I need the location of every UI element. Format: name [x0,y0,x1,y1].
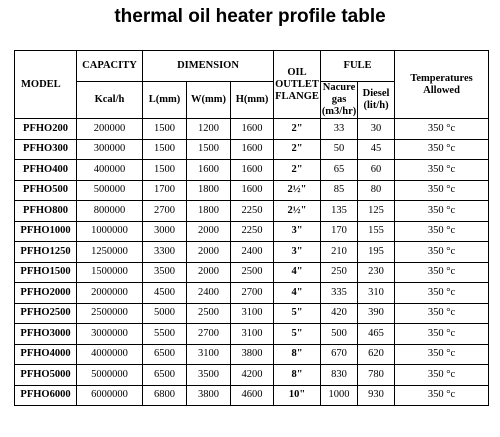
header-flange-line3: FLANGE [275,90,319,102]
cell-flange: 4" [274,283,321,304]
cell-width: 1500 [187,139,231,160]
header-gas-line2: gas [331,94,347,105]
cell-temperature: 350 °c [395,139,489,160]
cell-height: 4200 [231,365,274,386]
cell-temperature: 350 °c [395,365,489,386]
cell-height: 2250 [231,221,274,242]
header-fuel: FULE [321,51,395,82]
cell-model: PFHO200 [15,119,77,140]
cell-flange: 2" [274,160,321,181]
cell-gas: 1000 [321,385,358,406]
cell-length: 2700 [143,201,187,222]
cell-capacity: 500000 [77,180,143,201]
header-capacity-unit: Kcal/h [77,82,143,119]
cell-model: PFHO800 [15,201,77,222]
header-temperature-line2: Allowed [423,84,460,96]
cell-gas: 33 [321,119,358,140]
cell-diesel: 620 [358,344,395,365]
header-diesel-line1: Diesel [362,88,390,99]
cell-gas: 65 [321,160,358,181]
cell-model: PFHO4000 [15,344,77,365]
cell-diesel: 30 [358,119,395,140]
cell-capacity: 1000000 [77,221,143,242]
cell-capacity: 200000 [77,119,143,140]
cell-flange: 2" [274,119,321,140]
cell-height: 2250 [231,201,274,222]
cell-flange: 10" [274,385,321,406]
cell-flange: 5" [274,303,321,324]
table-row [15,385,489,406]
cell-model: PFHO2000 [15,283,77,304]
cell-model: PFHO500 [15,180,77,201]
cell-gas: 170 [321,221,358,242]
cell-gas: 250 [321,262,358,283]
cell-length: 1500 [143,160,187,181]
header-gas-line1: Nacure [322,82,356,93]
cell-temperature: 350 °c [395,303,489,324]
cell-gas: 335 [321,283,358,304]
table-row [15,344,489,365]
cell-length: 3000 [143,221,187,242]
table-row [15,201,489,222]
cell-capacity: 3000000 [77,324,143,345]
cell-width: 2400 [187,283,231,304]
cell-length: 6500 [143,365,187,386]
header-temperature-line1: Temperatures [410,72,473,84]
cell-diesel: 155 [358,221,395,242]
cell-capacity: 6000000 [77,385,143,406]
cell-height: 4600 [231,385,274,406]
cell-model: PFHO3000 [15,324,77,345]
cell-temperature: 350 °c [395,344,489,365]
cell-model: PFHO2500 [15,303,77,324]
table-row [15,242,489,263]
cell-gas: 50 [321,139,358,160]
profile-table [14,50,489,406]
header-model: MODEL [15,51,77,119]
cell-diesel: 195 [358,242,395,263]
cell-height: 1600 [231,139,274,160]
cell-height: 3100 [231,324,274,345]
header-height: H(mm) [231,82,274,119]
cell-width: 3500 [187,365,231,386]
cell-height: 2700 [231,283,274,304]
cell-gas: 830 [321,365,358,386]
cell-length: 1700 [143,180,187,201]
cell-width: 3800 [187,385,231,406]
table-row [15,283,489,304]
cell-temperature: 350 °c [395,385,489,406]
header-flange-line1: OIL [287,66,307,78]
cell-capacity: 1500000 [77,262,143,283]
cell-height: 1600 [231,119,274,140]
table-row [15,180,489,201]
cell-length: 3300 [143,242,187,263]
cell-gas: 420 [321,303,358,324]
cell-height: 2400 [231,242,274,263]
cell-model: PFHO1000 [15,221,77,242]
cell-temperature: 350 °c [395,221,489,242]
cell-diesel: 230 [358,262,395,283]
cell-model: PFHO1250 [15,242,77,263]
table-row [15,221,489,242]
cell-width: 1800 [187,180,231,201]
header-gas-line3: (m3/hr) [321,106,357,117]
cell-gas: 210 [321,242,358,263]
cell-diesel: 930 [358,385,395,406]
cell-diesel: 390 [358,303,395,324]
cell-flange: 4" [274,262,321,283]
cell-height: 1600 [231,160,274,181]
cell-length: 4500 [143,283,187,304]
cell-gas: 85 [321,180,358,201]
header-dimension: DIMENSION [143,51,274,82]
cell-diesel: 780 [358,365,395,386]
cell-model: PFHO300 [15,139,77,160]
table-row [15,262,489,283]
cell-length: 3500 [143,262,187,283]
cell-flange: 8" [274,365,321,386]
cell-height: 2500 [231,262,274,283]
table-row [15,119,489,140]
cell-temperature: 350 °c [395,180,489,201]
cell-flange: 2" [274,139,321,160]
cell-width: 2500 [187,303,231,324]
cell-width: 2700 [187,324,231,345]
cell-model: PFHO400 [15,160,77,181]
cell-flange: 3" [274,221,321,242]
cell-width: 1800 [187,201,231,222]
cell-length: 1500 [143,119,187,140]
cell-temperature: 350 °c [395,242,489,263]
cell-capacity: 5000000 [77,365,143,386]
cell-flange: 8" [274,344,321,365]
cell-diesel: 60 [358,160,395,181]
cell-diesel: 125 [358,201,395,222]
table-row [15,303,489,324]
cell-flange: 5" [274,324,321,345]
cell-capacity: 400000 [77,160,143,181]
cell-width: 2000 [187,221,231,242]
cell-model: PFHO5000 [15,365,77,386]
cell-length: 6800 [143,385,187,406]
header-flange [274,51,321,119]
page-title: thermal oil heater profile table [114,6,386,27]
header-gas [321,82,358,119]
cell-diesel: 310 [358,283,395,304]
header-diesel-line2: (lit/h) [363,100,389,111]
cell-flange: 2½" [274,201,321,222]
header-temperature [395,51,489,119]
cell-temperature: 350 °c [395,119,489,140]
cell-capacity: 4000000 [77,344,143,365]
cell-capacity: 2500000 [77,303,143,324]
cell-diesel: 80 [358,180,395,201]
cell-width: 3100 [187,344,231,365]
cell-diesel: 45 [358,139,395,160]
cell-capacity: 800000 [77,201,143,222]
cell-temperature: 350 °c [395,201,489,222]
cell-gas: 500 [321,324,358,345]
cell-width: 2000 [187,242,231,263]
cell-temperature: 350 °c [395,324,489,345]
cell-length: 1500 [143,139,187,160]
cell-width: 1600 [187,160,231,181]
table-row [15,139,489,160]
cell-height: 3800 [231,344,274,365]
cell-height: 3100 [231,303,274,324]
cell-flange: 2½" [274,180,321,201]
cell-width: 2000 [187,262,231,283]
cell-length: 5000 [143,303,187,324]
table-row [15,365,489,386]
header-flange-line2: OUTLET [275,78,319,90]
table-row [15,324,489,345]
cell-height: 1600 [231,180,274,201]
header-width: W(mm) [187,82,231,119]
cell-temperature: 350 °c [395,283,489,304]
cell-diesel: 465 [358,324,395,345]
cell-length: 5500 [143,324,187,345]
cell-capacity: 2000000 [77,283,143,304]
cell-length: 6500 [143,344,187,365]
cell-capacity: 1250000 [77,242,143,263]
cell-temperature: 350 °c [395,262,489,283]
cell-flange: 3" [274,242,321,263]
header-length: L(mm) [143,82,187,119]
cell-model: PFHO1500 [15,262,77,283]
cell-gas: 135 [321,201,358,222]
cell-width: 1200 [187,119,231,140]
header-diesel [358,82,395,119]
cell-model: PFHO6000 [15,385,77,406]
table-row [15,160,489,181]
cell-gas: 670 [321,344,358,365]
cell-capacity: 300000 [77,139,143,160]
header-capacity: CAPACITY [77,51,143,82]
cell-temperature: 350 °c [395,160,489,181]
